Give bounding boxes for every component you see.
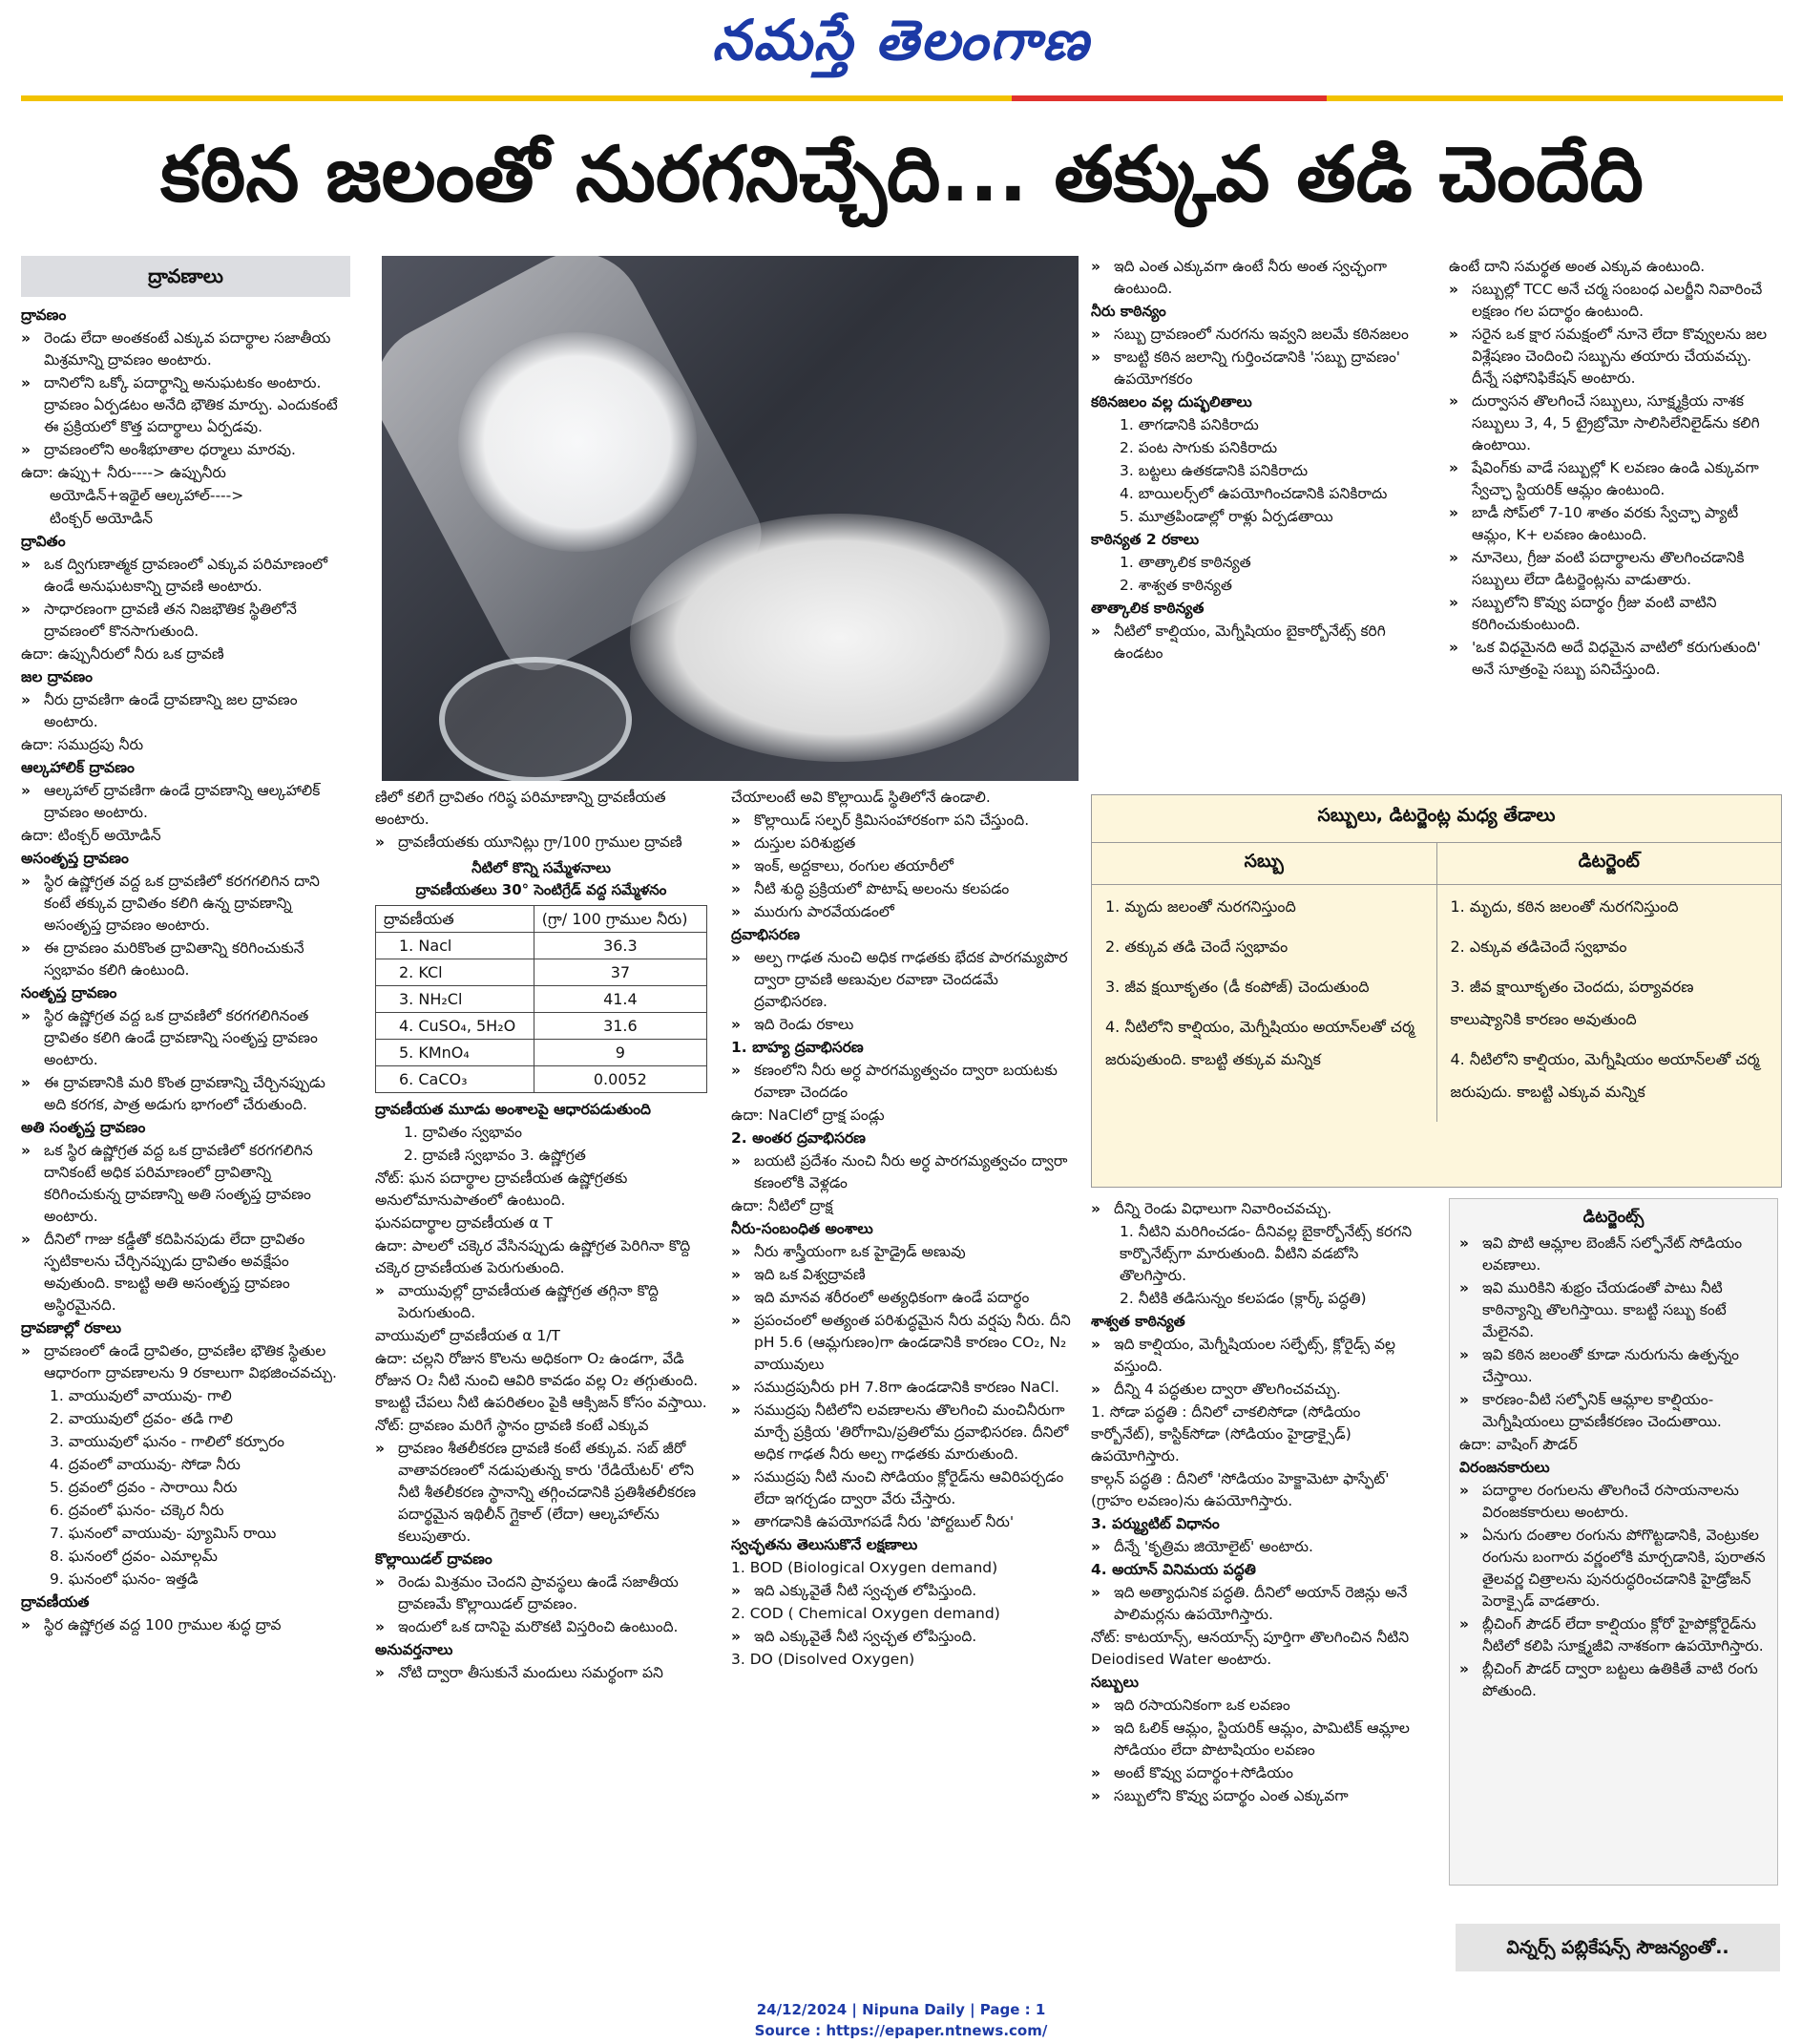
text-line: 2. శాశ్వత కాఠిన్యత: [1120, 577, 1232, 594]
page-footer: [0, 1999, 1802, 2041]
table-row: [376, 933, 707, 959]
bullet-point: » దీన్ని రెండు విధాలుగా నివారించవచ్చు.: [1091, 1198, 1427, 1220]
bullet-point: » ఇది ఎక్కువైతే నీటి స్వచ్ఛత లోపిస్తుంది.: [731, 1580, 1071, 1602]
text-line: 1. ద్రావితం స్వభావం: [404, 1124, 523, 1141]
bullet-point: » నీటి శుద్ధి ప్రక్రియలో పొటాష్ అలంను కలపడం: [731, 878, 1071, 900]
text-line: ఉదా: ఉప్పు+ నీరు----> ఉప్పునీరు: [21, 464, 226, 481]
comparison-point: 1. మృదు, కఠిన జలంతో నురగనిస్తుంది: [1450, 897, 1679, 916]
bullet-point: » ఇది కాల్షియం, మెగ్నీషియంల సల్ఫేట్స్, క్లోరైడ్స్ వల్ల వస్తుంది.: [1091, 1334, 1427, 1378]
bullet-point: » ఈ ద్రావణం మరికొంత ద్రావితాన్ని కరిగించుకునే స్వభావం కలిగి ఉంటుంది.: [21, 938, 350, 981]
bullet-point: » అంటే కొవ్వు పదార్థం+సోడియం: [1091, 1762, 1427, 1784]
footer-source-line: Source : https://epaper.ntnews.com/: [754, 2022, 1048, 2039]
subheading: ద్రావణం: [21, 306, 67, 324]
text-line: ఉదా: నీటిలో ద్రాక్ష: [731, 1197, 833, 1214]
solubility-value: 37: [534, 959, 706, 986]
bullet-point: » కారణం-వీటి సల్ఫోనిక్ ఆమ్లాల కాల్షియం- మెగ్నీషియంలు ద్రావణీకరణం చెందుతాయి.: [1459, 1389, 1768, 1433]
table-header: ద్రావణీయత: [376, 906, 534, 933]
text-line: చేయాలంటే అవి కొల్లాయిడ్ స్థితిలోనే ఉండాలి.: [731, 789, 991, 806]
table-row: [376, 1013, 707, 1040]
table-subtitle: ద్రావణీయతలు 30° సెంటిగ్రేడ్ వద్ద సమ్మేళనం: [415, 881, 667, 898]
solubility-value: 0.0052: [534, 1066, 706, 1093]
text-line: కాల్గన్ పద్ధతి : దీనిలో 'సోడియం హెక్జామెటా ఫాస్ఫేట్' (గ్రాహం లవణం)ను ఉపయోగిస్తారు.: [1091, 1470, 1390, 1509]
column-soaps: [1449, 256, 1780, 682]
bullet-point: » ఇది ఓలిక్ ఆమ్లం, స్టియరిక్ ఆమ్లం, పామిటిక్ ఆమ్లాల సోడియం లేదా పొటాషియం లవణం: [1091, 1717, 1427, 1761]
masthead-rule-accent: [1012, 95, 1327, 101]
bullet-point: » మురుగు పారవేయడంలో: [731, 901, 1071, 923]
text-line: 9. ఘనంలో ఘనం- ఇత్తడి: [50, 1570, 199, 1588]
comparison-point: 2. ఎక్కువ తడిచెందే స్వభావం: [1450, 938, 1627, 956]
bullet-point: » ఆల్కహాల్ ద్రావణిగా ఉండే ద్రావణాన్ని ఆల్కహాలిక్ ద్రావణం అంటారు.: [21, 780, 350, 824]
comparison-detergent-list: [1436, 885, 1781, 1123]
bullet-point: » కొల్లాయిడ్ సల్ఫర్ క్రిమిసంహారకంగా పని చేస్తుంది.: [731, 810, 1071, 832]
headline: కఠిన జలంతో నురగనిచ్చేది... తక్కువ తడి చెందేది: [160, 130, 1644, 219]
text-line: టింక్చర్ అయోడిన్: [50, 510, 153, 527]
compound-name: 6. CaCO₃: [376, 1066, 534, 1093]
bullet-point: » ఇది మానవ శరీరంలో అత్యధికంగా ఉండే పదార్థం: [731, 1287, 1071, 1309]
column-solutions: [21, 256, 350, 1637]
section-heading: ద్రావణాలు: [21, 256, 350, 297]
text-line: వాయువులో ద్రావణీయత α 1/T: [375, 1327, 560, 1344]
subheading: అనువర్తనాలు: [375, 1641, 453, 1658]
solubility-table: [375, 905, 707, 1093]
bullet-point: » నోటి ద్వారా తీసుకునే మందులు సమర్థంగా పని: [375, 1662, 707, 1684]
bullet-point: » ద్రావణీయతకు యూనిట్లు గ్రా/100 గ్రాముల ద్రావణి: [375, 832, 707, 853]
subheading: కాఠిన్యత 2 రకాలు: [1091, 531, 1200, 548]
text-line: ఉదా: NaClలో ద్రాక్ష పండ్లు: [731, 1106, 885, 1124]
bullet-point: » ఇంక్, అద్దకాలు, రంగుల తయారీలో: [731, 855, 1071, 877]
comparison-header-soap: సబ్బు: [1092, 843, 1436, 885]
subheading: సంతృప్త ద్రావణం: [21, 984, 117, 1001]
text-line: ఉదా: చల్లని రోజున కొలను అధికంగా O₂ ఉండగా, వేడి రోజున O₂ నీటి నుంచి ఆవిరి కావడం వల్ల O₂ తగ్గుతుంది. కాబట్టి చేపలు నీటి ఉపరితలం పైకి ఆక్సిజన్ కోసం వస్తాయి.: [375, 1350, 707, 1411]
bullet-point: » ఇది ఎంత ఎక్కువగా ఉంటే నీరు అంత స్వచ్ఛంగా ఉంటుంది.: [1091, 256, 1427, 300]
table-row: [376, 959, 707, 986]
text-line: 2. పంట సాగుకు పనికిరాదు: [1120, 439, 1278, 456]
bullet-point: » ఇది అత్యాధునిక పద్ధతి. దీనిలో అయాన్ రెజిన్లు అనే పాలిమర్లను ఉపయోగిస్తారు.: [1091, 1582, 1427, 1626]
comparison-point: 4. నీటిలోని కాల్షియం, మెగ్నీషియం అయాన్‌లతో చర్మ జరుపుదు. కాబట్టి ఎక్కువ మన్నిక: [1450, 1050, 1760, 1101]
bullet-point: » ఇవి మురికిని శుభ్రం చేయడంతో పాటు నీటి కాఠిన్యాన్ని తొలగిస్తాయి. కాబట్టి సబ్బు కంటే మేలైనవి.: [1459, 1277, 1768, 1343]
subheading: విరంజనకారులు: [1459, 1459, 1550, 1476]
masthead-rule: [21, 95, 1783, 101]
column-solubility: [375, 787, 707, 1685]
text-line: 7. ఘనంలో వాయువు- ప్యూమిస్ రాయి: [50, 1525, 277, 1542]
bullet-point: » నీరు ద్రావణిగా ఉండే ద్రావణాన్ని జల ద్రావణం అంటారు.: [21, 689, 350, 733]
bullet-point: » బ్లీచింగ్ పౌడర్ లేదా కాల్షియం క్లోరో హైపోక్లోరైడ్‌ను నీటిలో కలిపి సూక్ష్మజీవి నాశకంగా ఉపయోగిస్తారు.: [1459, 1613, 1768, 1657]
comparison-table: [1092, 843, 1781, 1122]
bullet-point: » ఈ ద్రావణానికి మరి కొంత ద్రావణాన్ని చేర్చినప్పుడు అది కరగక, పాత్ర అడుగు భాగంలో చేరుతుంది.: [21, 1072, 350, 1116]
subheading: నీరు కాఠిన్యం: [1091, 303, 1166, 320]
bullet-point: » ఇది ఎక్కువైతే నీటి స్వచ్ఛత లోపిస్తుంది.: [731, 1626, 1071, 1648]
compound-name: 1. Nacl: [376, 933, 534, 959]
bullet-point: » సరైన ఒక క్షార సమక్షంలో నూనె లేదా కొవ్వులను జల విశ్లేషణం చెందించి సబ్బును తయారు చేయవచ్చు. దీన్నే సఫోనిఫికేషన్ అంటారు.: [1449, 324, 1780, 390]
bullet-point: » కణంలోని నీరు అర్ధ పారగమ్యత్వచం ద్వారా బయటకు రవాణా చెందడం: [731, 1060, 1071, 1104]
compound-name: 2. KCl: [376, 959, 534, 986]
bullet-point: » సబ్బు ద్రావణంలో నురగను ఇవ్వని జలమే కఠినజలం: [1091, 324, 1427, 346]
text-line: అయోడిన్+ఇథైల్ ఆల్కహాల్---->: [50, 487, 244, 504]
text-line: ఉదా: పాలలో చక్కెర వేసినప్పుడు ఉష్ణోగ్రత పెరిగినా కొద్ది చక్కెర ద్రావణీయత పెరుగుతుంది.: [375, 1237, 691, 1276]
table-header-row: [376, 906, 707, 933]
text-line: ఉంటే దాని సమర్థత అంత ఎక్కువ ఉంటుంది.: [1449, 258, 1706, 275]
subheading: ద్రావితం: [21, 533, 66, 550]
footer-date-line: 24/12/2024 | Nipuna Daily | Page : 1: [756, 2001, 1046, 2018]
bullet-point: » దుర్వాసన తొలగించే సబ్బులు, సూక్ష్మక్రియ నాశక సబ్బులు 3, 4, 5 ట్రైబ్రోమో సాలిసిలేనిలైడ్‌ను కలిగి ఉంటాయి.: [1449, 390, 1780, 456]
bullet-point: » నూనెలు, గ్రీజు వంటి పదార్థాలను తొలగించడానికి సబ్బులు లేదా డిటర్జెంట్లను వాడుతారు.: [1449, 547, 1780, 591]
subheading: ఆల్కహాలిక్ ద్రావణం: [21, 759, 135, 776]
bullet-point: » 'ఒక విధమైనది అదే విధమైన వాటిలో కరుగుతుంది' అనే సూత్రంపై సబ్బు పనిచేస్తుంది.: [1449, 637, 1780, 681]
column-hardness: [1091, 256, 1427, 665]
bullet-point: » ఒక ద్విగుణాత్మక ద్రావణంలో ఎక్కువ పరిమాణంలో ఉండే అనుఘటకాన్ని ద్రావణి అంటారు.: [21, 554, 350, 598]
bullet-point: » ప్రపంచంలో అత్యంత పరిశుద్ధమైన నీరు వర్షపు నీరు. దీని pH 5.6 (ఆమ్లగుణం)గా ఉండడానికి కారణం CO₂, N₂ వాయువులు: [731, 1310, 1071, 1376]
table-row: [376, 1066, 707, 1093]
bullet-point: » కాబట్టి కఠిన జలాన్ని గుర్తించడానికి 'సబ్బు ద్రావణం' ఉపయోగకరం: [1091, 347, 1427, 390]
bullet-point: » ఇది రెండు రకాలు: [731, 1014, 1071, 1036]
bullet-point: » బయటి ప్రదేశం నుంచి నీరు అర్ధ పారగమ్యత్వచం ద్వారా కణంలోకి వెళ్లడం: [731, 1150, 1071, 1194]
bullet-point: » దీన్నే 'కృత్రిమ జియోలైట్' అంటారు.: [1091, 1536, 1427, 1558]
bullet-point: » రెండు మిశ్రమం చెందని ప్రావస్థలు ఉండే సజాతీయ ద్రావణమే కొల్లాయిడల్ ద్రావణం.: [375, 1571, 707, 1615]
text-line: 2. COD ( Chemical Oxygen demand): [731, 1605, 1000, 1622]
solubility-value: 41.4: [534, 986, 706, 1013]
text-line: 1. నీటిని మరిగించడం- దీనివల్ల బైకార్బోనేట్స్ కరగని కార్బొనేట్స్‌గా మారుతుంది. వీటిని వడబోసి తొలగిస్తారు.: [1120, 1223, 1413, 1284]
subheading: ద్రావణీయత మూడు అంశాలపై ఆధారపడుతుంది: [375, 1101, 651, 1118]
subheading: ద్రవాభిసరణ: [731, 926, 801, 943]
subheading: అతి సంతృప్త ద్రావణం: [21, 1119, 146, 1136]
bullet-point: » స్థిర ఉష్ణోగ్రత వద్ద ఒక ద్రావణిలో కరగగలిగినంత ద్రావితం కలిగి ఉండే ద్రావణాన్ని సంతృప్త ద్రావణం అంటారు.: [21, 1005, 350, 1071]
text-line: ఘనపదార్థాల ద్రావణీయత α T: [375, 1214, 553, 1232]
subheading: అసంతృప్త ద్రావణం: [21, 850, 129, 867]
text-line: 1. తాగడానికి పనికిరాదు: [1120, 416, 1259, 433]
subheading: 1. బాహ్య ద్రవాభిసరణ: [731, 1039, 864, 1056]
compound-name: 3. NH₂Cl: [376, 986, 534, 1013]
compound-name: 5. KMnO₄: [376, 1040, 534, 1066]
text-line: 6. ద్రవంలో ఘనం- చక్కెర నీరు: [50, 1502, 224, 1519]
text-line: 1. వాయువులో వాయువు- గాలి: [50, 1387, 232, 1404]
text-line: 3. బట్టలు ఉతకడానికి పనికిరాదు: [1120, 462, 1309, 479]
bullet-point: » స్థిర ఉష్ణోగ్రత వద్ద ఒక ద్రావణిలో కరగగలిగిన దాని కంటే తక్కువ ద్రావితం కలిగి ఉన్న ద్రావణాన్ని అసంతృప్త ద్రావణం అంటారు.: [21, 871, 350, 937]
subheading: తాత్కాలిక కాఠిన్యత: [1091, 600, 1205, 617]
bullet-point: » షేవింగ్‌కు వాడే సబ్బుల్లో K లవణం ఉండి ఎక్కువగా స్వేచ్ఛా స్టియరిక్ ఆమ్లం ఉంటుంది.: [1449, 457, 1780, 501]
bullet-point: » బాడీ సోప్‌లో 7-10 శాతం వరకు స్వేచ్ఛా ప్యాటీ ఆమ్లం, K+ లవణం ఉంటుంది.: [1449, 502, 1780, 546]
text-line: 2. నీటికి తడిసున్నం కలపడం (క్లార్క్ పద్ధతి): [1120, 1290, 1367, 1307]
text-line: 1. BOD (Biological Oxygen demand): [731, 1559, 998, 1576]
bullet-point: » ఇవి కఠిన జలంతో కూడా నురుగును ఉత్పన్నం చేస్తాయి.: [1459, 1344, 1768, 1388]
subheading: జల ద్రావణం: [21, 668, 94, 685]
subheading: ద్రావణీయత: [21, 1593, 90, 1611]
bullet-point: » ద్రావణంలోని అంశీభూతాల ధర్మాలు మారవు.: [21, 439, 350, 461]
subheading: 3. పర్మ్యుటిట్ విధానం: [1091, 1515, 1220, 1532]
bullet-point: » అల్ప గాఢత నుంచి అధిక గాఢతకు భేదక పారగమ్యపొర ద్వారా ద్రావణి అణువుల రవాణా చెందడమే ద్రవాభిసరణ.: [731, 947, 1071, 1013]
bullet-point: » ఇది రసాయనికంగా ఒక లవణం: [1091, 1695, 1427, 1717]
comparison-soap-list: [1092, 885, 1436, 1123]
bullet-point: » తాగడానికి ఉపయోగపడే నీరు 'పోర్టబుల్ నీరు': [731, 1511, 1071, 1533]
bullet-point: » సబ్బుల్లో TCC అనే చర్మ సంబంధ ఎలర్జీని నివారించే లక్షణం గల పదార్థం ఉంటుంది.: [1449, 279, 1780, 323]
text-line: 8. ఘనంలో ద్రవం- ఎమాల్గమ్: [50, 1548, 218, 1565]
text-line: ఉదా: వాషింగ్ పౌడర్: [1459, 1436, 1578, 1453]
text-line: నోట్: ద్రావణం మరిగే స్థానం ద్రావణి కంటే ఎక్కువ: [375, 1417, 649, 1434]
text-line: ణిలో కలిగే ద్రావితం గరిష్ఠ పరిమాణాన్ని ద్రావణీయత అంటారు.: [375, 789, 666, 828]
text-line: 1. సోడా పద్ధతి : దీనిలో చాకలిసోడా (సోడియం కార్బోనేట్), కాస్టిక్‌సోడా (సోడియం హైడ్రాక్సైడ్) ఉపయోగిస్తారు.: [1091, 1403, 1361, 1465]
bullet-point: » ఇది ఒక విశ్వద్రావణి: [731, 1264, 1071, 1286]
bullet-point: » రెండు లేదా అంతకంటే ఎక్కువ పదార్థాల సజాతీయ మిశ్రమాన్ని ద్రావణం అంటారు.: [21, 327, 350, 371]
bullet-point: » ఇందులో ఒక దానిపై మరొకటి విస్తరించి ఉంటుంది.: [375, 1616, 707, 1638]
bullet-point: » ఏనుగు దంతాల రంగును పోగొట్టడానికి, వెంట్రుకల రంగును బంగారు వర్ణంలోకి మార్చడానికి, పురాతన తైలవర్ణ చిత్రాలను పునరుద్ధరించడానికి హైడ్రోజన్ పెరాక్సైడ్ వాడతారు.: [1459, 1525, 1768, 1612]
bullet-point: » నీటిలో కాల్షియం, మెగ్నీషియం బైకార్బోనేట్స్ కరిగి ఉండటం: [1091, 621, 1427, 664]
comparison-point: 2. తక్కువ తడి చెందే స్వభావం: [1105, 938, 1289, 956]
solubility-value: 9: [534, 1040, 706, 1066]
text-line: 1. తాత్కాలిక కాఠిన్యత: [1120, 554, 1251, 571]
text-line: 5. ద్రవంలో ద్రవం - సారాయి నీరు: [50, 1479, 238, 1496]
bullet-point: » పదార్థాల రంగులను తొలగించే రసాయనాలను విరంజకకారులు అంటారు.: [1459, 1480, 1768, 1524]
solubility-value: 31.6: [534, 1013, 706, 1040]
text-line: 2. వాయువులో ద్రవం- తడి గాలి: [50, 1410, 234, 1427]
bullet-point: » బ్లీచింగ్ పౌడర్ ద్వారా బట్టలు ఉతికితే వాటి రంగు పోతుంది.: [1459, 1658, 1768, 1702]
bullet-point: » వాయువుల్లో ద్రావణీయత ఉష్ణోగ్రత తగ్గినా కొద్ది పెరుగుతుంది.: [375, 1280, 707, 1324]
subheading: 4. అయాన్ వినిమయ పద్ధతి: [1091, 1561, 1256, 1578]
subheading: సబ్బులు: [1091, 1674, 1139, 1691]
text-line: 4. ద్రవంలో వాయువు- సోడా నీరు: [50, 1456, 241, 1473]
bullet-point: » దీనిలో గాజు కడ్డీతో కదిపినపుడు లేదా ద్రావితం స్ఫటికాలను చేర్చినప్పుడు ద్రావితం అవక్షేపం అవుతుంది. కాబట్టి అతి అసంతృప్త ద్రావణం అస్థిరమైనది.: [21, 1229, 350, 1317]
comparison-point: 4. నీటిలోని కాల్షియం, మెగ్నీషియం అయాన్‌లతో చర్మ జరుపుతుంది. కాబట్టి తక్కువ మన్నిక: [1105, 1018, 1415, 1068]
bullet-point: » సముద్రపు నీటిలోని లవణాలను తొలగించి మంచినీరుగా మార్చే ప్రక్రియ 'తిరోగామి/ప్రతిలోమ ద్రవాభిసరణ. దీనిలో అధిక గాఢత నీరు అల్ప గాఢతకు మారుతుంది.: [731, 1400, 1071, 1465]
bullet-point: » ఒక స్థిర ఉష్ణోగ్రత వద్ద ఒక ద్రావణిలో కరగగలిగిన దానికంటే అధిక పరిమాణంలో ద్రావితాన్ని కరిగించుకున్న ద్రావణాన్ని అతి సంతృప్త ద్రావణం అంటారు.: [21, 1140, 350, 1228]
bullet-point: » స్థిర ఉష్ణోగ్రత వద్ద 100 గ్రాముల శుద్ధ ద్రావ: [21, 1614, 350, 1636]
detergents-title: డిటర్జెంట్స్: [1582, 1208, 1645, 1227]
bullet-point: » దానిలోని ఒక్కో పదార్థాన్ని అనుఘటకం అంటారు. ద్రావణం ఏర్పడటం అనేది భౌతిక మార్పు. ఎందుకంటే ఈ ప్రక్రియలో కొత్త పదార్థాలు ఏర్పడవు.: [21, 372, 350, 438]
masthead-title: నమస్తే తెలంగాణ: [712, 8, 1090, 73]
comparison-point: 1. మృదు జలంతో నురగనిస్తుంది: [1105, 897, 1296, 916]
text-line: 5. మూత్రపిండాల్లో రాళ్లు ఏర్పడతాయి: [1120, 508, 1333, 525]
bullet-point: » సాధారణంగా ద్రావణి తన నిజభౌతిక స్థితిలోనే ద్రావణంలో కొనసాగుతుంది.: [21, 599, 350, 643]
column-osmosis: [731, 787, 1071, 1672]
soap-detergent-comparison: [1091, 794, 1782, 1188]
masthead: [0, 8, 1802, 84]
bullet-point: » దీన్ని 4 పద్ధతుల ద్వారా తొలగించవచ్చు.: [1091, 1379, 1427, 1401]
column-permanent-hardness: [1091, 1198, 1427, 1808]
solubility-value: 36.3: [534, 933, 706, 959]
subheading: స్వచ్ఛతను తెలుసుకొనే లక్షణాలు: [731, 1536, 918, 1553]
table-row: [376, 986, 707, 1013]
text-line: 2. ద్రావణి స్వభావం 3. ఉష్ణోగ్రత: [404, 1147, 586, 1164]
subheading: నీరు-సంబంధిత అంశాలు: [731, 1220, 873, 1237]
bullet-point: » సబ్బులోని కొవ్వు పదార్థం ఎంత ఎక్కువగా: [1091, 1785, 1427, 1807]
text-line: ఉదా: సముద్రపు నీరు: [21, 736, 144, 753]
table-header: (గ్రా/ 100 గ్రాముల నీరు): [534, 906, 706, 933]
bullet-point: » ఇవి పొటి ఆమ్లాల బెంజీన్ సల్ఫోనేట్ సోడియం లవణాలు.: [1459, 1233, 1768, 1276]
subheading: 2. అంతర ద్రవాభిసరణ: [731, 1129, 866, 1147]
subheading: కఠినజలం వల్ల దుష్ఫలితాలు: [1091, 393, 1252, 411]
text-line: ఉదా: ఉప్పునీరులో నీరు ఒక ద్రావణి: [21, 645, 224, 663]
comparison-header-detergent: డిటర్జెంట్: [1436, 843, 1781, 885]
subheading: కొల్లాయిడల్ ద్రావణం: [375, 1550, 492, 1568]
comparison-body-row: [1092, 885, 1781, 1123]
bullet-point: » నీరు శాస్త్రీయంగా ఒక హైడ్రైడ్ అణువు: [731, 1241, 1071, 1263]
bullet-point: » ద్రావణంలో ఉండే ద్రావితం, ద్రావణిల భౌతిక స్థితుల ఆధారంగా ద్రావణాలను 9 రకాలుగా విభజించవచ్చు.: [21, 1340, 350, 1384]
bullet-point: » ద్రావణం శీతలీకరణ ద్రావణి కంటే తక్కువ. సబ్ జీరో వాతావరణంలో నడుపుతున్న కారు 'రేడియేటర్' లోని నీటి శీతలీకరణ స్థానాన్ని తగ్గించడానికి ప్రతిశీతలీకరణ పదార్థమైన ఇథిలీన్ గ్లైకాల్ (లేదా) ఆల్కహాల్‌ను కలుపుతారు.: [375, 1438, 707, 1548]
text-line: 3. వాయువులో ఘనం - గాలిలో కర్పూరం: [50, 1433, 284, 1450]
bullet-point: » దుస్తుల పరిశుభ్రత: [731, 832, 1071, 854]
text-line: ఉదా: టింక్చర్ అయోడిన్: [21, 827, 161, 844]
subheading: శాశ్వత కాఠిన్యత: [1091, 1313, 1185, 1330]
table-row: [376, 1040, 707, 1066]
comparison-point: 3. జీవ క్షాయీకృతం చెందదు, పర్యావరణ కాలుష్యానికి కారణం అవుతుంది: [1450, 978, 1694, 1028]
comparison-header-row: [1092, 843, 1781, 885]
bullet-point: » సబ్బులోని కొవ్వు పదార్థం గ్రీజు వంటి వాటిని కరిగించుకుంటుంది.: [1449, 592, 1780, 636]
detergents-box: [1449, 1198, 1778, 1886]
bullet-point: » సముద్రపునీరు pH 7.8గా ఉండడానికి కారణం NaCl.: [731, 1377, 1071, 1399]
comparison-point: 3. జీవ క్షయీకృతం (డీ కంపోజ్) చెందుతుంది: [1105, 978, 1370, 996]
comparison-title: సబ్బులు, డిటర్జెంట్ల మధ్య తేడాలు: [1092, 795, 1781, 843]
salt-jar-photo: [382, 256, 1079, 781]
table-title: నీటిలో కొన్ని సమ్మేళనాలు: [471, 859, 611, 876]
compound-name: 4. CuSO₄, 5H₂O: [376, 1013, 534, 1040]
text-line: నోట్: కాటయాన్స్, ఆనయాన్స్ పూర్తిగా తొలగించిన నీటిని Deiodised Water అంటారు.: [1091, 1629, 1410, 1668]
text-line: 3. DO (Disolved Oxygen): [731, 1651, 915, 1668]
photo-spilled-salt: [630, 514, 1050, 762]
text-line: నోట్: ఘన పదార్థాల ద్రావణీయత ఉష్ణోగ్రతకు అనులోమానుపాతంలో ఉంటుంది.: [375, 1170, 628, 1209]
photo-jar-rim: [439, 657, 632, 781]
publisher-credit: విన్నర్స్ పబ్లికేషన్స్ సౌజన్యంతో..: [1456, 1924, 1780, 1971]
bullet-point: » సముద్రపు నీటి నుంచి సోడియం క్లోరైడ్‌ను ఆవిరిపర్చడం లేదా ఇగర్చడం ద్వారా వేరు చేస్తారు.: [731, 1466, 1071, 1510]
text-line: 4. బాయిలర్స్‌లో ఉపయోగించడానికి పనికిరాదు: [1120, 485, 1388, 502]
subheading: ద్రావణాల్లో రకాలు: [21, 1319, 122, 1337]
